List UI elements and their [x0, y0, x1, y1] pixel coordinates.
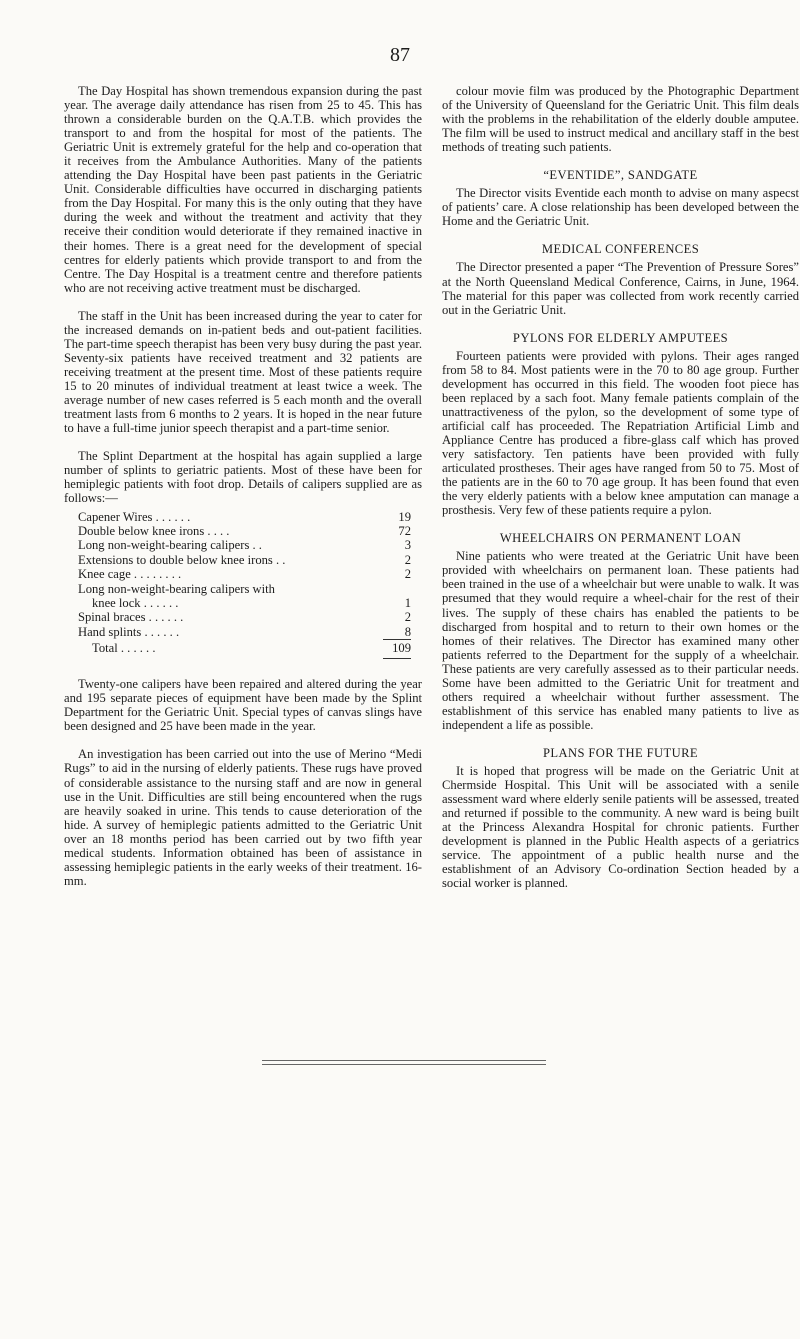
list-item-label: Double below knee irons . . . . — [78, 524, 230, 539]
page-number: 87 — [390, 44, 410, 66]
list-item — [78, 624, 411, 638]
list-item-value: 2 — [404, 567, 411, 582]
list-item-label: Capener Wires . . . . . . — [78, 509, 191, 524]
list-item — [78, 581, 411, 595]
paragraph-medi-rugs: An investigation has been carried out into the use of Merino “Medi Rugs” to aid in the nursing of elderly patients. These rugs have proved of considerable assistance to the nursing staff and are now in general use in the Unit. Difficulties are still being encountered when the rugs are heavily soaked in urine. This tends to cause deterioration of the hide. A survey of hemiplegic patients admitted to the Geriatric Unit over an 18 months period has been carried out by two fifth year medical students. Information obtained has been of assistance in assessing hemiplegic patients in the early weeks of their treatment. 16-mm. — [64, 747, 422, 888]
list-item-value: 2 — [404, 552, 411, 567]
list-item — [78, 596, 411, 610]
paragraph-plans: It is hoped that progress will be made on the Geriatric Unit at Chermside Hospital. This Unit will be associated with a senile assessment ward where elderly senile patients will be assessed, treated and returned if possible to the community. A new ward is being built at the Princess Alexandra Hospital for chronic patients. Further development is planned in the Public Health aspects of a geriatrics service. The appointment of a public health nurse and the establishment of an Advisory Co-ordination Section headed by a social worker is planned. — [442, 763, 799, 891]
list-item — [78, 509, 411, 523]
list-item-value: 1 — [404, 596, 411, 610]
heading-pylons: PYLONS FOR ELDERLY AMPUTEES — [512, 330, 729, 345]
list-item-label: Long non-weight-bearing calipers with — [78, 581, 275, 596]
right-column — [442, 84, 799, 904]
list-item — [78, 538, 411, 552]
paragraph-movie-film: colour movie film was produced by the Photographic Department of the University of Queensland for the Geriatric Unit. This film deals with the problems in the rehabilitation of the elderly double amputee. The film will be used to instruct medical and ancillary staff in the best methods of treating such patients. — [442, 84, 799, 155]
footer-rule — [262, 1060, 546, 1065]
calipers-list — [78, 509, 411, 659]
paragraph-splint-department: The Splint Department at the hospital has again supplied a large number of splints to geriatric patients. Most of these have been for hemiplegic patients with foot drop. Details of calipers supplied are as follows:— — [64, 449, 422, 506]
list-item — [78, 567, 411, 581]
heading-plans: PLANS FOR THE FUTURE — [542, 745, 699, 760]
list-item — [78, 552, 411, 566]
paragraph-pylons: Fourteen patients were provided with pylons. Their ages ranged from 58 to 84. Most patients were in the 70 to 80 age group. Further development has occurred in this field. The wooden foot piece has been replaced by a sach foot. Many female patients complain of the unattractiveness of the pylon, so the development of some type of artificial calf has proceeded. The Repatriation Artificial Limb and Appliance Centre has produced a fibre-glass calf which has proved very satisfactory. Ten patients have been provided with fully articulated prostheses. Their ages have ranged from 50 to 75. Most of the patients are in the 60 to 70 age group. It has been found that even the very elderly patients with a below knee amputation can manage a prosthesis. Very few of these patients require a pylon. — [442, 348, 799, 518]
heading-medical-conferences: MEDICAL CONFERENCES — [541, 242, 700, 257]
heading-eventide: “EVENTIDE”, SANDGATE — [543, 168, 698, 183]
left-column — [64, 84, 422, 902]
list-item-label: Knee cage . . . . . . . . — [78, 567, 182, 582]
total-row — [78, 641, 411, 655]
list-item-value: 19 — [398, 509, 411, 524]
list-item-value: 3 — [404, 538, 411, 553]
heading-wheelchairs: WHEELCHAIRS ON PERMANENT LOAN — [499, 531, 742, 546]
paragraph-calipers-repaired: Twenty-one calipers have been repaired and altered during the year and 195 separate pieces of equipment have been made by the Splint Department for the Geriatric Unit. Special types of canvas slings have been designed and 25 have been made in the year. — [64, 677, 422, 734]
paragraph-day-hospital: The Day Hospital has shown tremendous expansion during the past year. The average daily attendance has risen from 25 to 45. This has thrown a considerable burden on the Q.A.T.B. which provides the transport to and from the hospital for most of the patients. The Geriatric Unit is extremely grateful for the help and co-operation that it receives from the Ambulance Authorities. Many of the patients attending the Day Hospital have been past patients in the Geriatric Unit. Considerable difficulties have occurred in discharging patients from the Day Hospital. For many this is the only outing that they have during the week and without the treatment and activity that they receive their condition would deteriorate if they remained inactive in their homes. There is a great need for the development of special centres for elderly patients which provide transport to and from the Centre. The Day Hospital is a treatment centre and therefore patients who are not receiving active treatment must be discharged. — [64, 84, 422, 295]
paragraph-staff: The staff in the Unit has been increased during the year to cater for the increased demands on in-patient beds and out-patient facilities. The part-time speech therapist has been very busy during the past year. Seventy-six patients have received treatment and 32 patients are receiving treatment at the present time. Most of these patients require 15 to 20 minutes of individual treatment at least twice a week. The average number of new cases referred is 5 each month and the overall treatment lasts from 6 months to 2 years. It is hoped in the near future to have a full-time junior speech therapist and a part-time senior. — [64, 308, 422, 436]
list-item-label: knee lock . . . . . . — [92, 596, 179, 610]
list-item-value: 8 — [404, 624, 411, 639]
list-item — [78, 610, 411, 624]
list-item-label: Hand splints . . . . . . — [78, 624, 180, 639]
list-item-value: 2 — [404, 610, 411, 625]
paragraph-wheelchairs: Nine patients who were treated at the Geriatric Unit have been provided with wheelchairs on permanent loan. These patients had been trained in the use of a wheelchair but were unable to walk. It was presumed that they would require a wheel-chair for the rest of their lives. The supply of these chairs has enabled the patients to be discharged from hospital and to return to their own homes or the homes of their relatives. The Director has examined many other patients referred to the Department for the supply of a wheelchair. These patients are very carefully assessed as to their particular needs. Some have been admitted to the Geriatric Unit for treatment and others required a wheelchair without further assessment. The establishment of this service has enabled many patients to live as independent a life as possible. — [442, 549, 799, 732]
list-item-label: Spinal braces . . . . . . — [78, 610, 184, 625]
list-item-label: Long non-weight-bearing calipers . . — [78, 538, 262, 553]
total-rule-bottom — [383, 658, 411, 659]
total-value: 109 — [392, 641, 411, 656]
list-item — [78, 524, 411, 538]
paragraph-medical-conferences: The Director presented a paper “The Prevention of Pressure Sores” at the North Queensland Medical Conference, Cairns, in June, 1964. The material for this paper was collected from work recently carried out in the Geriatric Unit. — [442, 260, 799, 317]
list-item-label: Extensions to double below knee irons . . — [78, 552, 286, 567]
paragraph-eventide: The Director visits Eventide each month to advise on many aspecst of patients’ care. A close relationship has been developed between the Home and the Geriatric Unit. — [442, 186, 799, 229]
total-rule-top — [383, 639, 411, 640]
list-item-value: 72 — [398, 524, 411, 539]
total-label: Total . . . . . . — [92, 641, 156, 656]
